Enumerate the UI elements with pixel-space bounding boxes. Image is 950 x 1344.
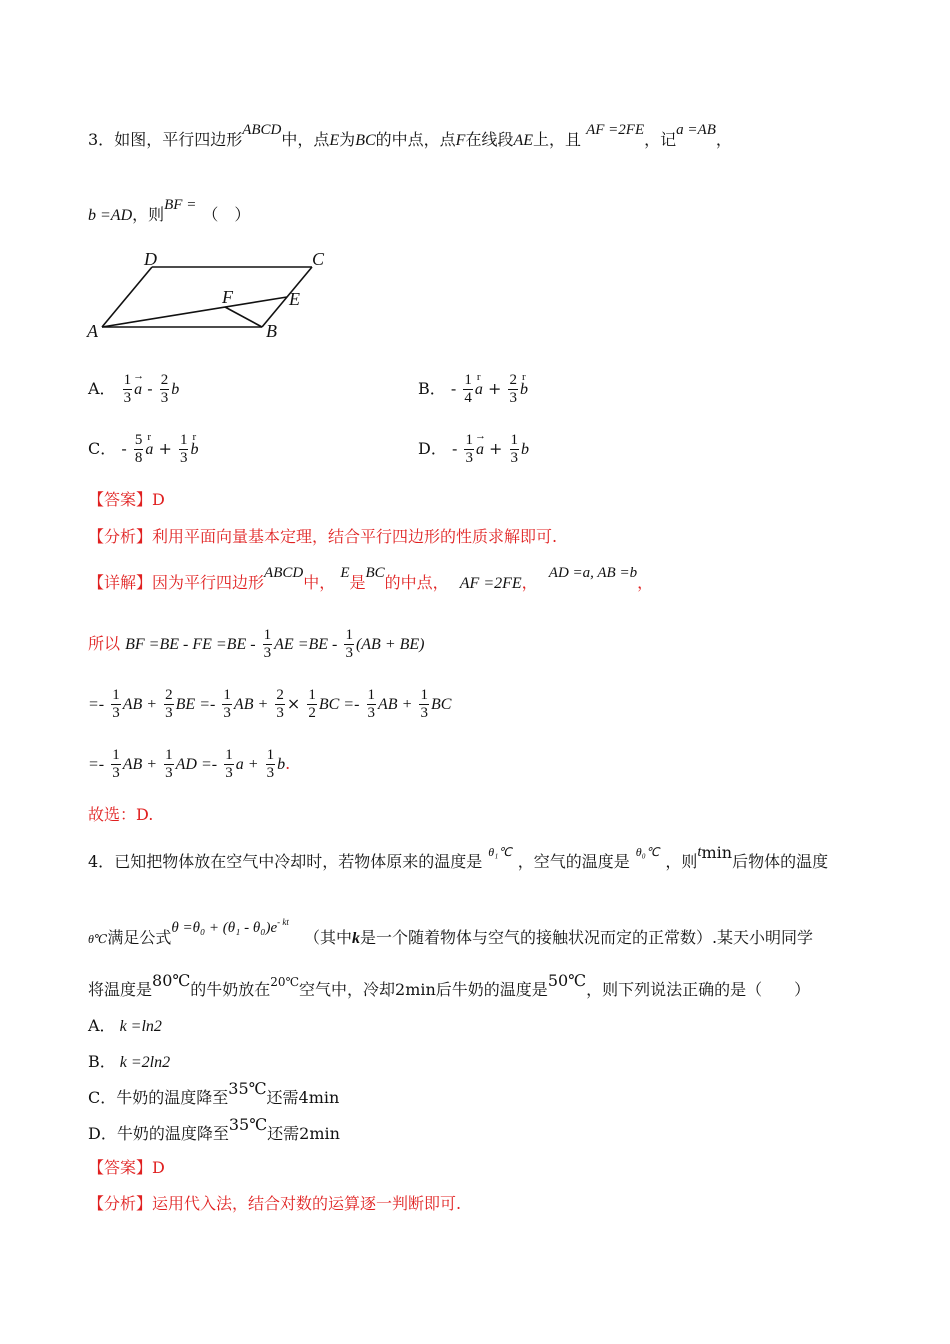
q3-text: ，则 [132,205,165,224]
operator: - [147,379,153,398]
q4-text: ，空气的温度是 [517,852,630,871]
edge-ad [102,267,152,327]
expr: AB + [122,696,158,713]
expr: AD =- [175,756,218,773]
q4-line2 [88,917,814,950]
option-label: C． [88,439,117,458]
q3-line2 [88,197,251,226]
fraction: $\frac{1}{3}$ [223,687,231,721]
q3-ae: AE [513,132,533,149]
detail-e: E [340,565,350,581]
fraction: $\frac{1}{3}$ [367,687,376,721]
analysis-text: 利用平面向量基本定理，结合平行四边形的性质求解即可. [152,527,558,546]
q3-abcd: ABCD [242,122,282,138]
q3-a-eq: a =AB [676,122,716,138]
option-label: B． [418,379,446,398]
q3-bf-eq: BF = [164,197,197,213]
answer-value: D [152,1158,165,1177]
fraction: $\frac{1}{2}$ [308,687,316,721]
detail-abcd: ABCD [264,565,304,581]
q3-choose [88,805,153,825]
vec-a: r a [475,380,483,400]
q3-option-c[interactable] [88,432,198,467]
expr: AB + [122,756,158,773]
derivation-line-1 [88,627,425,662]
fraction: $\frac{5}{8}$ [134,432,143,466]
vec-a: → a [134,380,142,400]
fraction: $\frac{1}{3}$ [465,432,473,466]
sign: - [451,439,458,458]
expr: =- [88,696,105,713]
derivation-line-2 [88,687,451,722]
expr: AB + [378,696,413,713]
so-text: 所以 [88,634,121,653]
detail-text: 因为平行四边形 [152,573,265,592]
temp-35: 35℃ [228,1079,267,1098]
q3-e: E [329,132,340,149]
q3-f: F [455,132,466,149]
q4-line1 [88,843,829,873]
option-text: k =2ln2 [119,1054,171,1071]
cooling-formula: θ =θ₀ + (θ₁ - θ₀)e [171,920,278,936]
temp-35: 35℃ [228,1115,268,1134]
q4-option-c[interactable] [88,1079,340,1108]
time-value: 4min [298,1088,340,1107]
theta: θ℃ [88,932,108,946]
q3-text: 上，且 [533,130,582,149]
fraction: $\frac{2}{3}$ [165,687,173,721]
parallelogram-diagram [84,248,344,344]
fraction: $\frac{2}{3}$ [276,687,284,721]
times: × [286,694,301,713]
vec-b: b [521,441,530,458]
detail-tag: 【详解】 [88,573,153,592]
q3-text: 在线段 [465,130,514,149]
q4-text: 是一个随着物体与空气的接触状况而定的正常数）.某天小明同学 [359,928,814,947]
theta1: θ₁℃ [488,845,512,859]
temp-50: 50℃ [547,971,587,990]
option-label: D． [418,439,447,458]
expr: BF =BE - FE =BE - [125,636,256,653]
q4-number: 4． [88,852,115,871]
q3-line1 [88,122,732,151]
answer-value: D [152,490,165,509]
expr: (AB + BE) [355,636,425,653]
q4-text: 已知把物体放在空气中冷却时，若物体原来的温度是 [114,852,483,871]
time-value: 2min [299,1124,340,1143]
fraction: $\frac{1}{3}$ [112,687,120,721]
option-text: 牛奶的温度降至 [116,1124,229,1143]
detail-af: AF =2FE [459,575,522,592]
fraction: $\frac{1}{3}$ [266,747,275,781]
q4-answer [88,1158,165,1178]
detail-text: 是 [349,573,366,592]
fraction: $\frac{1}{4}$ [464,372,472,406]
label-d: D [144,249,157,269]
fraction: $\frac{1}{3}$ [345,627,353,661]
option-label: A． [88,379,116,398]
q3-b-eq: b =AD [88,207,133,224]
q3-detail [88,565,654,594]
q3-answer [88,490,165,510]
q3-option-a[interactable] [88,372,179,407]
answer-tag: 【答案】 [88,1158,153,1177]
q3-text: 为 [339,130,356,149]
option-text: 还需 [266,1088,299,1107]
detail-text: ， [521,573,538,592]
q4-option-d[interactable] [88,1115,340,1144]
vec-b: r b [190,440,198,460]
q3-analysis [88,527,557,547]
fraction: $\frac{1}{3}$ [165,747,173,781]
q4-text: （其中 [303,928,352,947]
vec-a: → a [476,440,484,460]
vec-b: b [171,381,180,398]
vec-b: r b [520,380,528,400]
expr: AB + [233,696,269,713]
label-a: A [87,321,98,341]
q3-number: 3． [88,130,115,149]
fraction: $\frac{1}{3}$ [510,432,519,466]
label-e: E [289,289,300,309]
q4-analysis [88,1194,461,1214]
fraction: $\frac{2}{3}$ [160,372,169,406]
q3-text: ， [715,130,732,149]
vec-a: r a [145,440,153,460]
period: . [285,754,291,773]
expr: BC =- [318,696,360,713]
q4-text: ，则下列说法正确的是（ ） [586,980,811,999]
theta0: θ₀℃ [635,845,660,859]
expr: BE =- [175,696,216,713]
operator: + [487,379,502,398]
q3-text: ，记 [644,130,677,149]
q4-text: ，则 [665,852,698,871]
q3-option-b[interactable] [418,372,528,407]
derivation-line-3 [88,747,290,782]
expr: =- [88,756,105,773]
time-2min: 2min [395,980,436,999]
q4-text: 后物体的温度 [732,852,829,871]
analysis-tag: 【分析】 [88,1194,153,1213]
option-label: D． [88,1124,117,1143]
detail-text: 中， [303,573,336,592]
sign: - [121,439,127,458]
segment-fb [225,307,262,327]
detail-ad-ab: AD =a, AB =b [548,565,638,581]
k-var: k [351,930,360,947]
analysis-tag: 【分析】 [88,527,153,546]
q4-text: 后牛奶的温度是 [435,980,548,999]
q3-bc: BC [355,132,376,149]
detail-text: ， [637,573,654,592]
sign: - [450,379,457,398]
q4-option-a[interactable] [88,1016,162,1037]
q3-text: 如图，平行四边形 [114,130,243,149]
operator: + [158,439,172,458]
fraction: $\frac{1}{3}$ [123,372,132,406]
answer-tag: 【答案】 [88,490,153,509]
expr: a + [235,756,259,773]
label-c: C [312,249,325,269]
fraction: $\frac{1}{3}$ [420,687,428,721]
q3-text: 中，点 [281,130,330,149]
q3-text: 的中点，点 [375,130,456,149]
q3-option-d[interactable] [418,432,529,467]
q3-paren: （ ） [202,205,251,224]
q3-af-eq: AF =2FE [586,122,645,138]
segment-ae [102,297,287,327]
expr: AE =BE - [274,636,338,653]
label-f: F [222,287,233,307]
detail-bc: BC [365,565,385,581]
option-label: A． [88,1016,116,1035]
label-b: B [266,321,277,341]
min-unit: min [701,843,733,862]
fraction: $\frac{1}{3}$ [225,747,233,781]
analysis-text: 运用代入法，结合对数的运算逐一判断即可. [152,1194,462,1213]
option-text: k =ln2 [119,1018,162,1035]
option-label: C． [88,1088,117,1107]
q4-text: 将温度是 [88,980,153,999]
temp-80: 80℃ [152,971,191,990]
option-text: 牛奶的温度降至 [116,1088,229,1107]
fraction: $\frac{2}{3}$ [509,372,517,406]
temp-20: 20℃ [270,975,299,989]
fraction: $\frac{1}{3}$ [263,627,272,661]
option-text: 还需 [267,1124,300,1143]
detail-text: 的中点， [384,573,449,592]
option-label: B． [88,1052,116,1071]
q4-line3 [88,971,811,1001]
expr: b [277,756,286,773]
expr: BC [430,696,452,713]
choose-text: 故选：D. [88,805,154,824]
fraction: $\frac{1}{3}$ [179,432,188,466]
q4-option-b[interactable] [88,1052,170,1073]
q4-text: 空气中，冷却 [299,980,396,999]
t-var: t [697,844,702,860]
operator: + [489,439,503,458]
fraction: $\frac{1}{3}$ [112,747,120,781]
q4-text: 的牛奶放在 [190,980,271,999]
q4-text: 满足公式 [107,928,172,947]
exponent: - kt [277,917,289,927]
